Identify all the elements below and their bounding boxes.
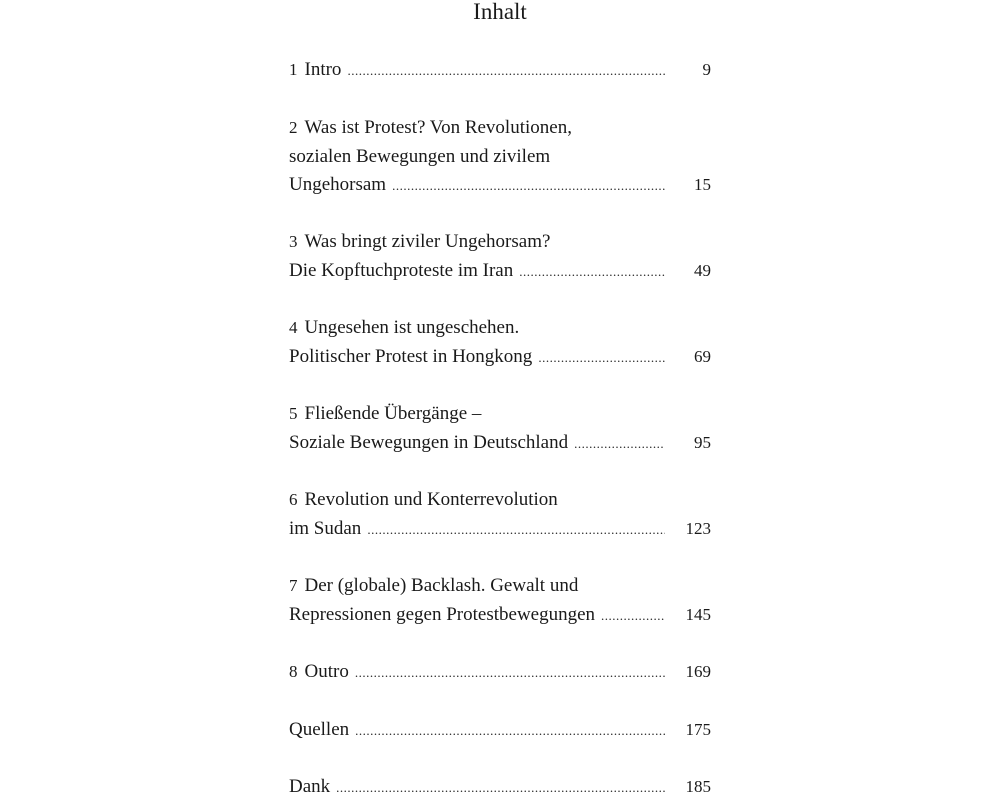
page-number: 145 [685,604,711,624]
chapter-number: 4 [289,318,298,337]
entry-title-line: Was bringt ziviler Ungehorsam? [304,231,551,252]
entry-title-line: Was ist Protest? Von Revolutionen, [304,117,572,138]
toc-entry-dank[interactable] [289,773,711,802]
page-number: 9 [702,60,711,79]
dot-leader [538,344,665,373]
toc-entry-outro[interactable] [289,658,711,687]
chapter-number: 6 [289,490,298,509]
entry-title-line: Ungehorsam [289,174,387,195]
dot-leader [336,774,665,803]
toc-entry-ziviler-ungehorsam[interactable] [289,228,711,285]
entry-title-line: Dank [289,776,331,797]
page-number: 15 [694,175,711,194]
chapter-number: 3 [289,232,298,251]
toc-entry-sudan[interactable] [289,486,711,543]
dot-leader [367,516,665,545]
chapter-number: 1 [289,60,298,79]
dot-leader [574,430,665,459]
dot-leader [601,602,665,631]
page-title: Inhalt [473,0,527,24]
entry-title-line: Fließende Übergänge – [304,403,482,424]
toc-entry-was-ist-protest[interactable] [289,114,711,200]
dot-leader [392,172,665,201]
page-number: 175 [685,720,711,739]
chapter-number: 5 [289,404,298,423]
toc-entry-quellen[interactable] [289,716,711,745]
dot-leader [347,57,665,86]
toc-entry-intro[interactable] [289,56,711,85]
page-number: 49 [694,260,711,280]
entry-title-line: Die Kopftuchproteste im Iran [289,259,514,281]
entry-title-line: Ungesehen ist ungeschehen. [304,317,520,338]
page-number: 185 [685,777,711,796]
page-number: 169 [685,662,711,681]
entry-title-line: Revolution und Konterrevolution [304,489,558,510]
entry-title-line: Intro [304,59,342,80]
page-number: 123 [685,518,711,538]
toc-entry-deutschland[interactable] [289,400,711,457]
page-number: 69 [694,346,711,366]
entry-title-line: Soziale Bewegungen in Deutschland [289,431,569,453]
dot-leader [355,717,665,746]
entry-title-line: Der (globale) Backlash. Gewalt und [304,575,579,596]
dot-leader [355,659,665,688]
entry-title-line: Quellen [289,719,350,740]
entry-title-line: im Sudan [289,517,362,539]
dot-leader [519,258,665,287]
entry-title-line: Outro [304,661,349,682]
page-number: 95 [694,432,711,452]
entry-title-line: Politischer Protest in Hongkong [289,345,533,367]
entry-title-line: sozialen Bewegungen und zivilem [289,145,551,167]
toc-entry-hongkong[interactable] [289,314,711,371]
toc-entry-backlash[interactable] [289,572,711,629]
chapter-number: 2 [289,118,298,137]
chapter-number: 7 [289,576,298,595]
entry-title-line: Repressionen gegen Protestbewegungen [289,603,596,625]
chapter-number: 8 [289,662,298,681]
